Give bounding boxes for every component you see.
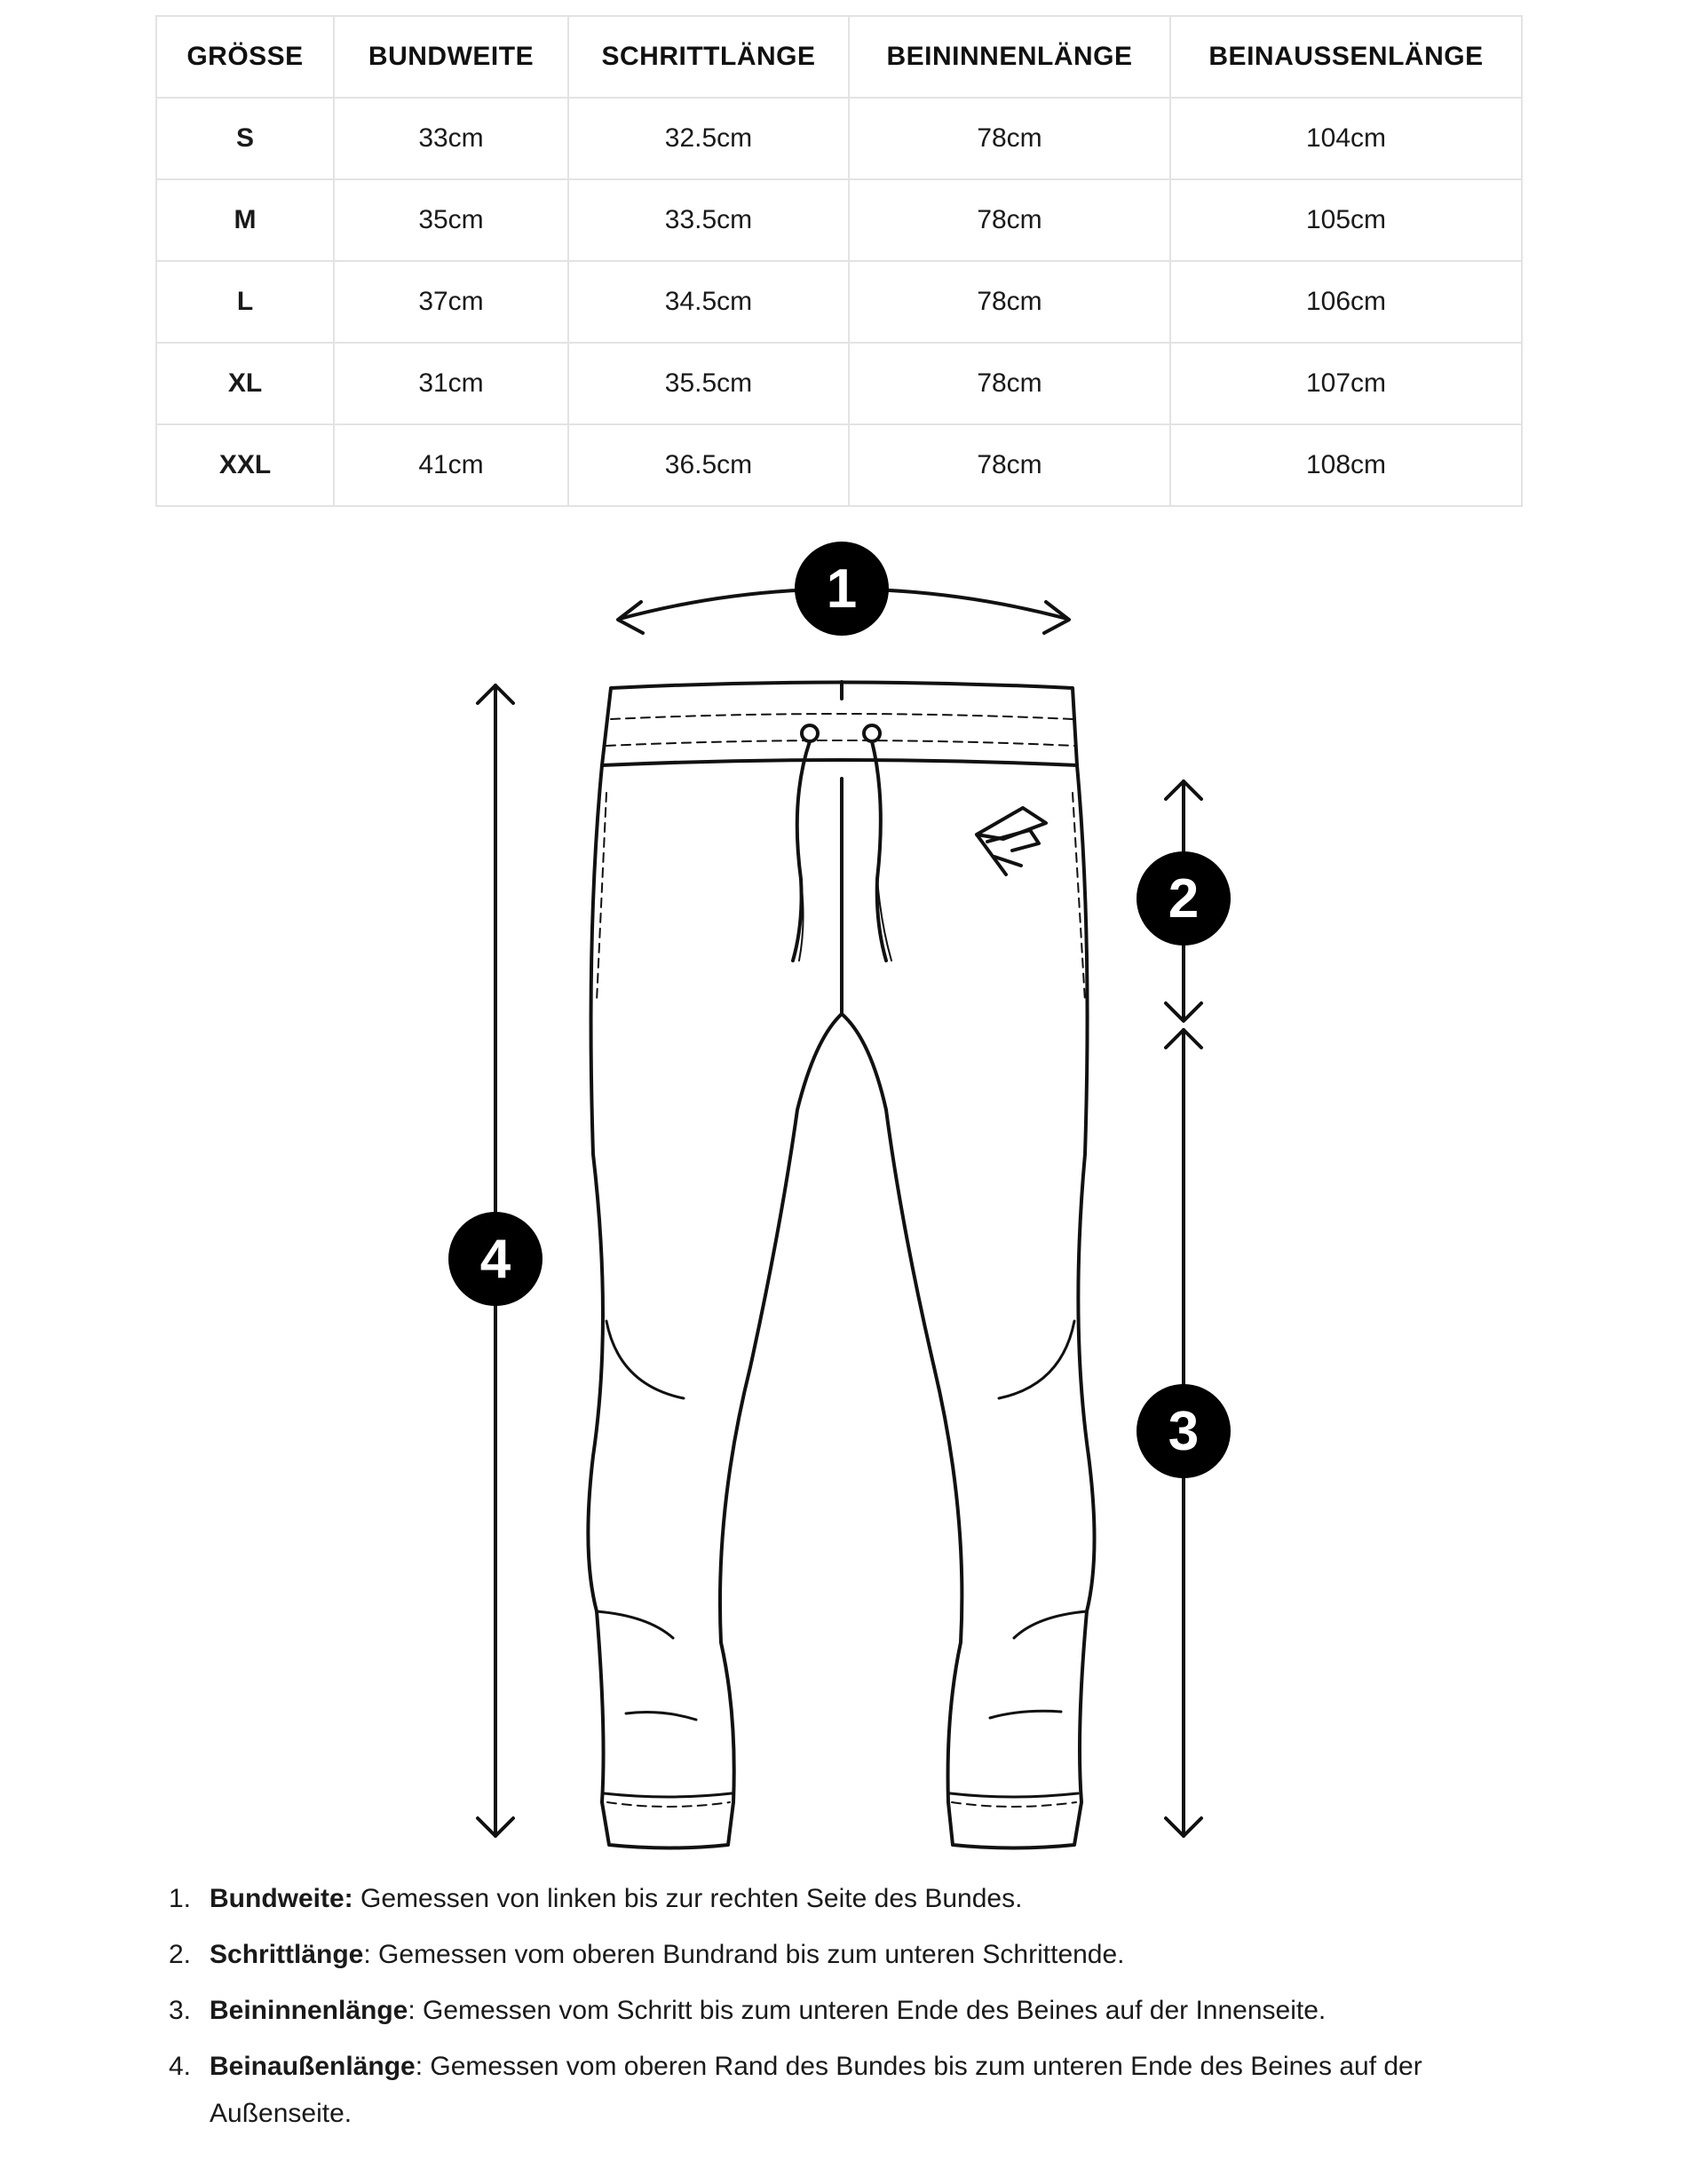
beinaussenlaenge-cell: 105cm [1170,179,1522,261]
pants-measurement-diagram [0,515,1687,1864]
schrittlaenge-cell: 36.5cm [568,424,849,506]
bundweite-cell: 41cm [334,424,568,506]
svg-text:1: 1 [826,558,858,620]
header-schrittlaenge: SCHRITTLÄNGE [568,16,849,98]
table-row [156,424,1522,506]
size-cell: XXL [156,424,334,506]
list-item [169,1875,1554,1922]
beinaussenlaenge-cell: 107cm [1170,343,1522,424]
beinaussenlaenge-cell: 106cm [1170,261,1522,343]
beinaussenlaenge-cell: 108cm [1170,424,1522,506]
marker-3 [1137,1384,1231,1478]
schrittlaenge-cell: 33.5cm [568,179,849,261]
legend-text: : Gemessen vom oberen Bundrand bis zum unteren Schrittende. [363,1940,1125,1969]
table-row [156,261,1522,343]
legend-text: : Gemessen vom oberen Rand des Bundes bis zum unteren Ende des Beines auf der Außenseite. [210,2052,1422,2128]
pants-outline [588,682,1094,1848]
schrittlaenge-cell: 32.5cm [568,98,849,179]
beinaussenlaenge-cell: 104cm [1170,98,1522,179]
marker-2 [1137,851,1231,946]
bundweite-cell: 33cm [334,98,568,179]
bundweite-cell: 37cm [334,261,568,343]
svg-text:4: 4 [479,1229,511,1290]
size-cell: M [156,179,334,261]
bundweite-cell: 31cm [334,343,568,424]
measurement-legend [169,1875,1554,2146]
header-beininnenlaenge: BEININNENLÄNGE [849,16,1170,98]
schrittlaenge-cell: 35.5cm [568,343,849,424]
table-row [156,98,1522,179]
size-cell: L [156,261,334,343]
marker-4 [448,1212,543,1306]
list-item [169,1931,1554,1978]
legend-term: Beinaußenlänge [210,2052,416,2081]
list-item [169,1987,1554,2034]
marker-1 [795,542,889,636]
legend-text: : Gemessen vom Schritt bis zum unteren Ende des Beines auf der Innenseite. [408,1996,1327,2025]
size-cell: S [156,98,334,179]
legend-term: Schrittlänge [210,1940,364,1969]
header-bundweite: BUNDWEITE [334,16,568,98]
table-row [156,343,1522,424]
legend-text: Gemessen von linken bis zur rechten Seite des Bundes. [352,1884,1023,1913]
beininnenlaenge-cell: 78cm [849,424,1170,506]
list-item [169,2043,1554,2137]
size-table [155,15,1523,507]
list-number: 1. [169,1884,192,1913]
table-header-row [156,16,1522,98]
legend-term: Beininnenlänge [210,1996,408,2025]
beininnenlaenge-cell: 78cm [849,179,1170,261]
size-cell: XL [156,343,334,424]
header-beinaussenlaenge: BEINAUSSENLÄNGE [1170,16,1522,98]
list-number: 2. [169,1940,192,1969]
beininnenlaenge-cell: 78cm [849,343,1170,424]
table-row [156,179,1522,261]
list-number: 4. [169,2052,192,2081]
svg-text:3: 3 [1168,1401,1200,1462]
beininnenlaenge-cell: 78cm [849,261,1170,343]
beininnenlaenge-cell: 78cm [849,98,1170,179]
legend-term: Bundweite: [210,1884,353,1913]
brand-logo-icon [977,808,1046,874]
list-number: 3. [169,1996,192,2025]
schrittlaenge-cell: 34.5cm [568,261,849,343]
svg-text:2: 2 [1168,868,1200,930]
bundweite-cell: 35cm [334,179,568,261]
header-groesse: GRÖSSE [156,16,334,98]
